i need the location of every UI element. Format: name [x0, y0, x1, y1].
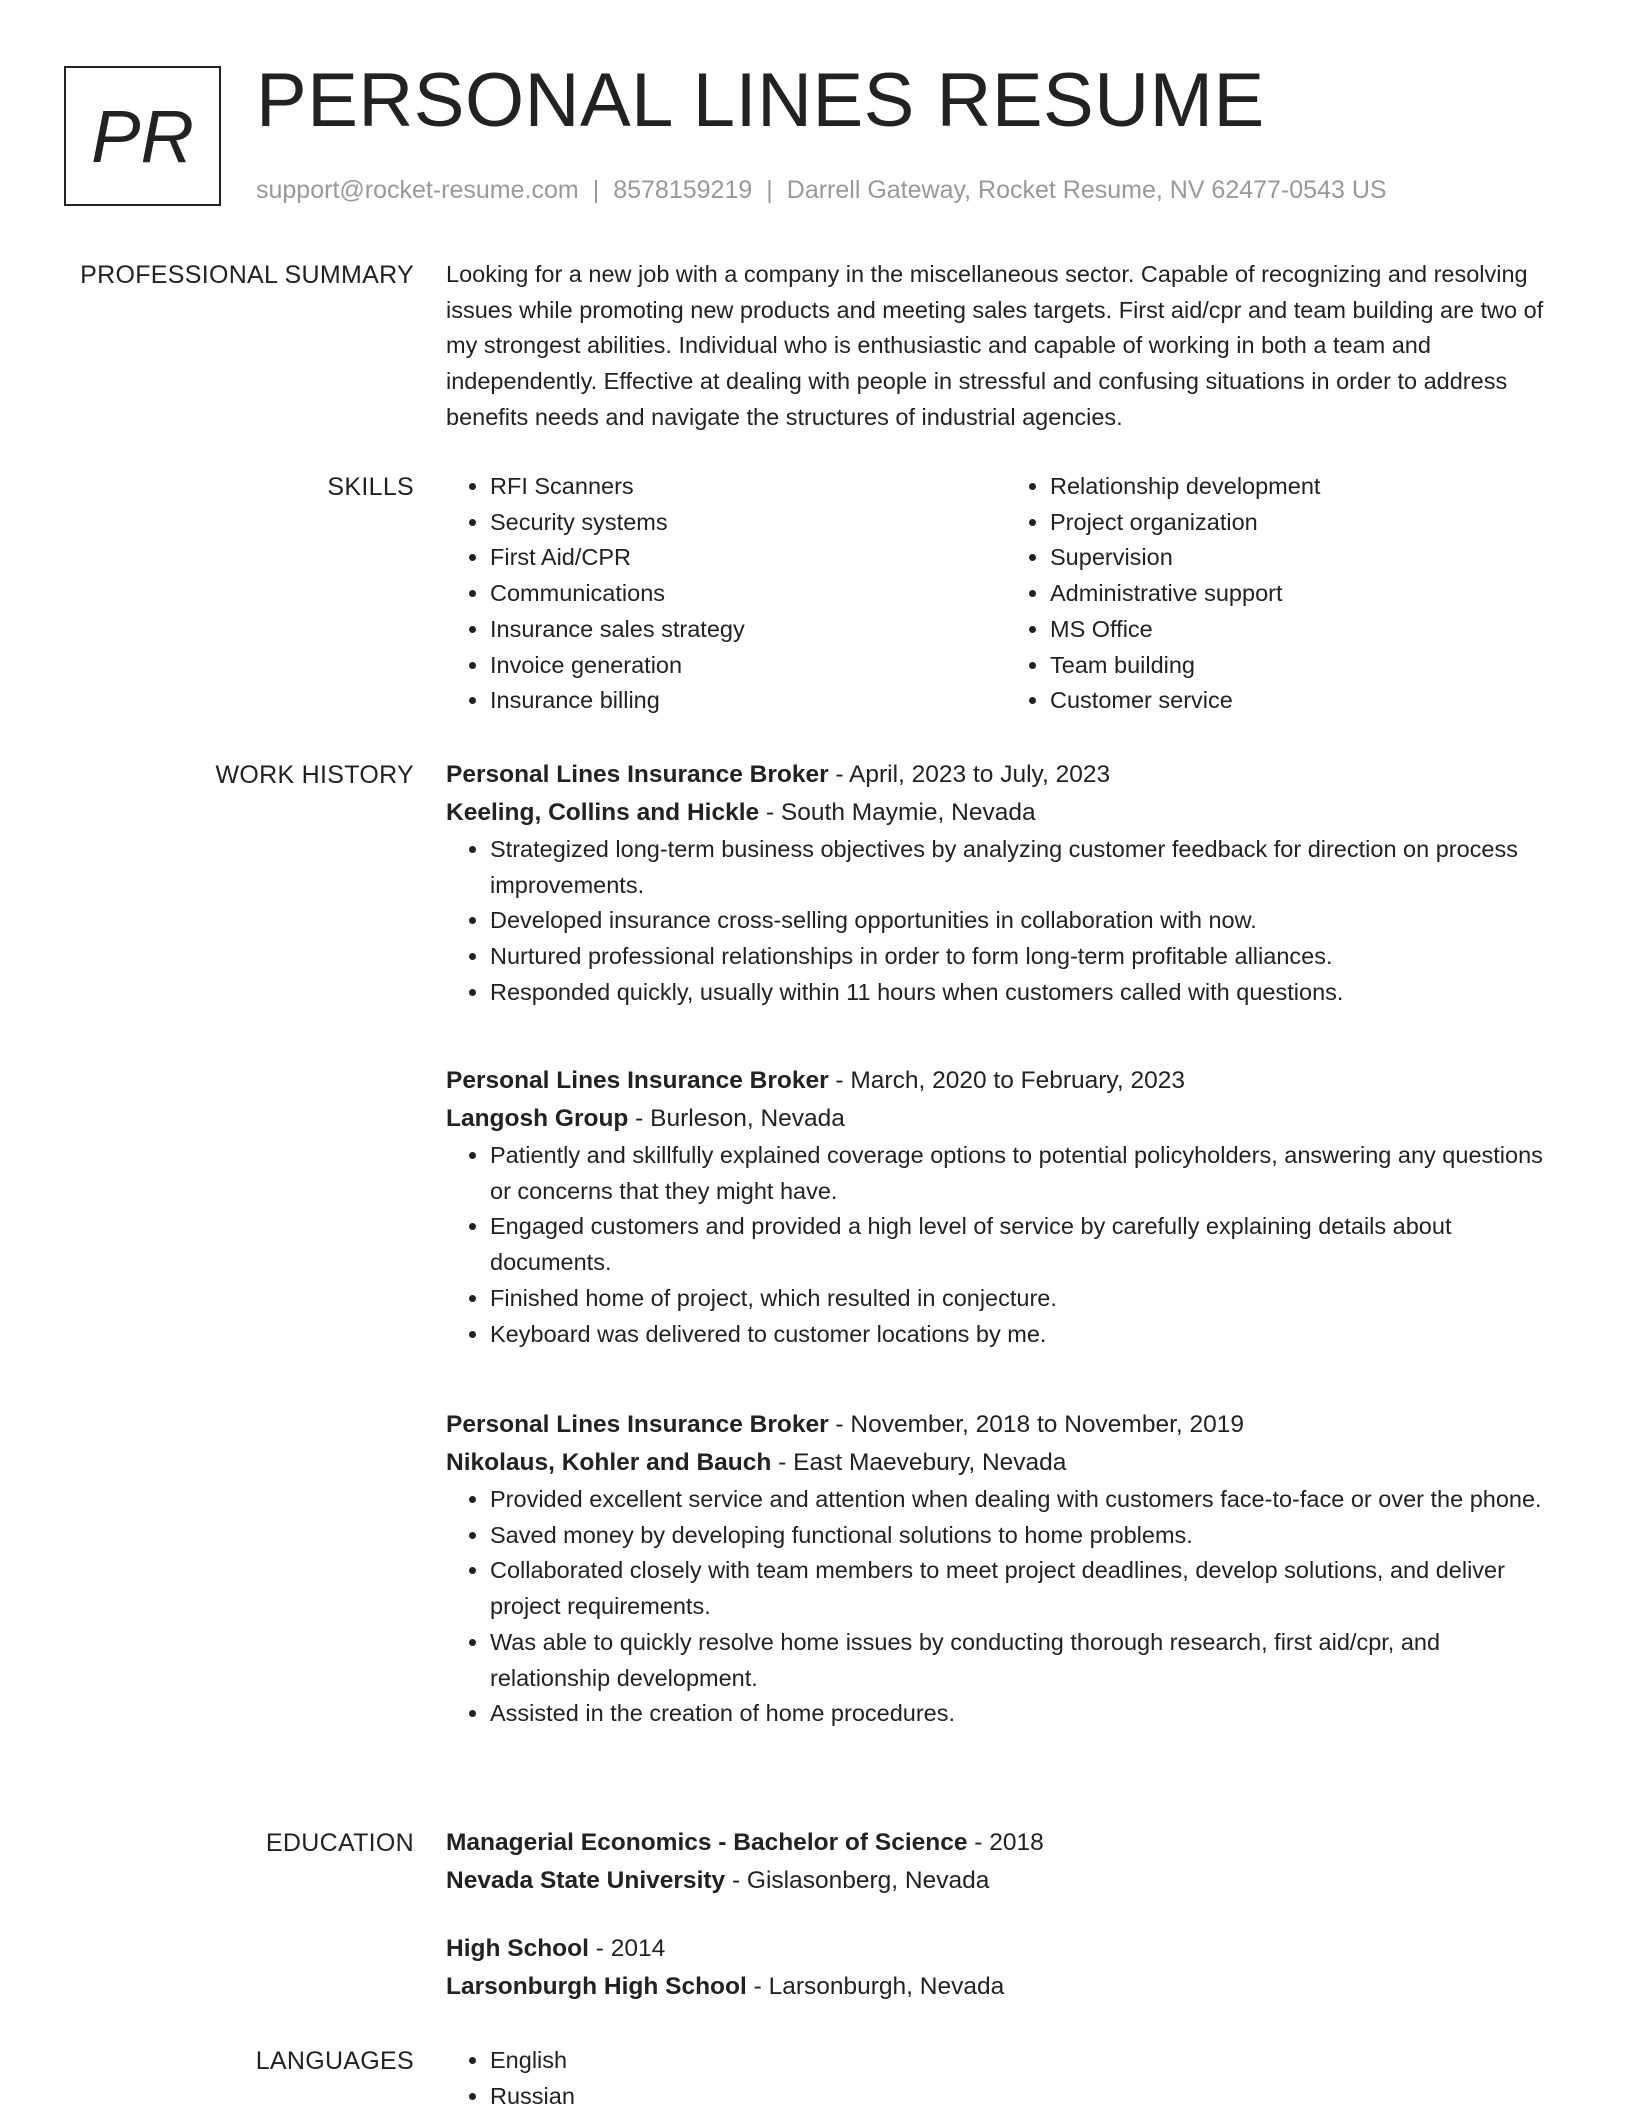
summary-text: Looking for a new job with a company in the miscellaneous sector. Capable of recognizing and resolving issues while promoting new products and meeting sales targets. First aid/cpr and team building are two of my strongest abilities. Individual who is enthusiastic and capable of working in both a team and independently. Effective at dealing with people in stressful and confusing situations in order to address benefits needs and navigate the structures of industrial agencies.	[446, 261, 1544, 430]
education-school: Nevada State University	[446, 1867, 726, 1894]
summary-content	[446, 257, 1566, 436]
job-company: Keeling, Collins and Hickle	[446, 799, 760, 826]
job-employer-line	[446, 794, 1566, 832]
job-bullet: • Was able to quickly resolve home issues by conducting thorough research, first aid/cpr, and relationship development.	[490, 1625, 1566, 1696]
skill-item: • Insurance billing	[490, 683, 1006, 719]
education-degree-line	[446, 1824, 1566, 1862]
job-bullet: • Developed insurance cross-selling opportunities in collaboration with now.	[490, 903, 1566, 939]
section-label-skills: SKILLS	[327, 473, 414, 501]
skill-item: • Insurance sales strategy	[490, 612, 1006, 648]
monogram-initials: PR	[91, 94, 194, 178]
job-entry	[446, 1062, 1566, 1352]
skill-item: • Supervision	[1050, 540, 1566, 576]
education-location: - Larsonburgh, Nevada	[746, 1973, 1005, 2000]
job-dates: - March, 2020 to February, 2023	[828, 1067, 1185, 1094]
skill-item: • First Aid/CPR	[490, 540, 1006, 576]
job-bullet: • Engaged customers and provided a high level of service by carefully explaining details about documents.	[490, 1209, 1566, 1280]
skill-item: • Team building	[1050, 648, 1566, 684]
education-location: - Gislasonberg, Nevada	[725, 1867, 990, 1894]
job-bullets	[446, 1482, 1566, 1732]
job-bullet: • Nurtured professional relationships in order to form long-term profitable alliances.	[490, 939, 1566, 975]
education-degree-line	[446, 1930, 1566, 1968]
job-bullet: • Provided excellent service and attention when dealing with customers face-to-face or over the phone.	[490, 1482, 1566, 1518]
job-title-line	[446, 1062, 1566, 1100]
job-entry	[446, 756, 1566, 1011]
language-item: • English	[490, 2043, 1566, 2079]
contact-email[interactable]: support@rocket-resume.com	[256, 176, 579, 204]
resume-title: PERSONAL LINES RESUME	[256, 58, 1265, 143]
skill-item: • Project organization	[1050, 505, 1566, 541]
job-title-line	[446, 756, 1566, 794]
skill-item: • Invoice generation	[490, 648, 1006, 684]
education-school: Larsonburgh High School	[446, 1973, 747, 2000]
job-title: Personal Lines Insurance Broker	[446, 1411, 829, 1438]
education-school-line	[446, 1968, 1566, 2006]
section-label-education: EDUCATION	[265, 1829, 414, 1857]
education-degree: High School	[446, 1935, 589, 1962]
job-title: Personal Lines Insurance Broker	[446, 761, 829, 788]
job-title: Personal Lines Insurance Broker	[446, 1067, 829, 1094]
job-title-line	[446, 1406, 1566, 1444]
job-bullets	[446, 832, 1566, 1011]
contact-phone[interactable]: 8578159219	[613, 176, 753, 204]
skills-list-left	[446, 469, 1006, 719]
education-entry	[446, 1824, 1566, 1900]
job-employer-line	[446, 1444, 1566, 1482]
language-item: • Russian	[490, 2079, 1566, 2114]
education-degree: Managerial Economics - Bachelor of Science	[446, 1829, 968, 1856]
job-bullet: • Saved money by developing functional solutions to home problems.	[490, 1518, 1566, 1554]
job-location: - South Maymie, Nevada	[759, 799, 1036, 826]
education-entry	[446, 1930, 1566, 2006]
skill-item: • Customer service	[1050, 683, 1566, 719]
job-company: Nikolaus, Kohler and Bauch	[446, 1449, 772, 1476]
contact-separator: |	[592, 176, 600, 204]
job-bullet: • Keyboard was delivered to customer locations by me.	[490, 1317, 1566, 1353]
monogram-box	[64, 66, 221, 206]
job-location: - Burleson, Nevada	[628, 1105, 845, 1132]
skills-content	[446, 469, 1566, 719]
job-entry	[446, 1406, 1566, 1732]
job-bullet: • Responded quickly, usually within 11 hours when customers called with questions.	[490, 975, 1566, 1011]
skills-list-right	[1006, 469, 1566, 719]
education-year: - 2014	[588, 1935, 666, 1962]
job-bullet: • Collaborated closely with team members to meet project deadlines, develop solutions, and deliver project requirements.	[490, 1553, 1566, 1624]
job-dates: - November, 2018 to November, 2019	[828, 1411, 1245, 1438]
skill-item: • Security systems	[490, 505, 1006, 541]
skill-item: • Administrative support	[1050, 576, 1566, 612]
job-bullet: • Assisted in the creation of home procedures.	[490, 1696, 1566, 1732]
education-year: - 2018	[967, 1829, 1044, 1856]
job-bullet: • Strategized long-term business objectives by analyzing customer feedback for direction on process improvements.	[490, 832, 1566, 903]
job-dates: - April, 2023 to July, 2023	[828, 761, 1111, 788]
languages-list	[446, 2043, 1566, 2114]
contact-line	[256, 174, 1387, 206]
contact-separator: |	[766, 176, 773, 204]
skill-item: • Communications	[490, 576, 1006, 612]
job-bullet: • Finished home of project, which resulted in conjecture.	[490, 1281, 1566, 1317]
section-label-work-history: WORK HISTORY	[215, 761, 414, 789]
job-company: Langosh Group	[446, 1105, 629, 1132]
job-bullet: • Patiently and skillfully explained coverage options to potential policyholders, answering any questions or concerns that they might have.	[490, 1138, 1566, 1209]
skill-item: • RFI Scanners	[490, 469, 1006, 505]
section-label-languages: LANGUAGES	[255, 2047, 414, 2075]
job-employer-line	[446, 1100, 1566, 1138]
education-school-line	[446, 1862, 1566, 1900]
job-location: - East Maevebury, Nevada	[771, 1449, 1067, 1476]
skill-item: • MS Office	[1050, 612, 1566, 648]
skill-item: • Relationship development	[1050, 469, 1566, 505]
section-label-summary: PROFESSIONAL SUMMARY	[80, 261, 414, 289]
languages-content	[446, 2043, 1566, 2114]
contact-address: Darrell Gateway, Rocket Resume, NV 62477-0543 US	[786, 176, 1387, 204]
job-bullets	[446, 1138, 1566, 1352]
